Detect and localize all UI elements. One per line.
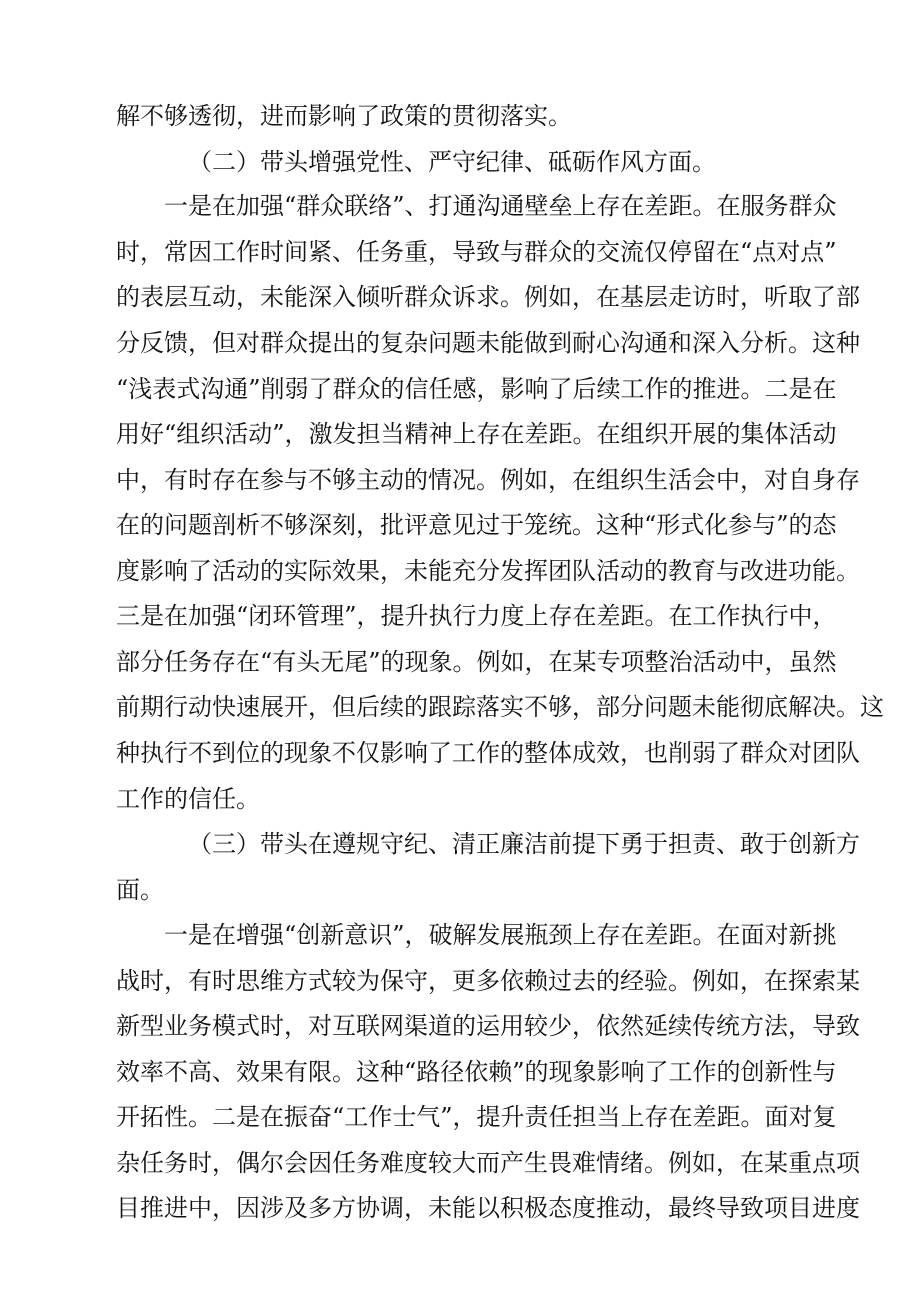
text-line: 用好“组织活动”，激发担当精神上存在差距。在组织开展的集体活动 bbox=[116, 420, 837, 448]
text-line: 一是在增强“创新意识”，破解发展瓶颈上存在差距。在面对新挑 bbox=[164, 921, 837, 949]
section-heading-2: （二）带头增强党性、严守纪律、砥砺作风方面。 bbox=[188, 148, 716, 176]
text-line: 度影响了活动的实际效果，未能充分发挥团队活动的教育与改进功能。 bbox=[116, 557, 860, 585]
text-line: 种执行不到位的现象不仅影响了工作的整体成效，也削弱了群众对团队 bbox=[116, 739, 860, 767]
text-line: 杂任务时，偶尔会因任务难度较大而产生畏难情绪。例如，在某重点项 bbox=[116, 1149, 860, 1177]
text-line: 中，有时存在参与不够主动的情况。例如，在组织生活会中，对自身存 bbox=[116, 466, 860, 494]
text-line: 工作的信任。 bbox=[116, 785, 260, 813]
text-line: 效率不高、效果有限。这种“路径依赖”的现象影响了工作的创新性与 bbox=[116, 1058, 837, 1086]
text-line: 时，常因工作时间紧、任务重，导致与群众的交流仅停留在“点对点” bbox=[116, 238, 837, 266]
text-line: 前期行动快速展开，但后续的跟踪落实不够，部分问题未能彻底解决。这 bbox=[116, 693, 884, 721]
text-line: 新型业务模式时，对互联网渠道的运用较少，依然延续传统方法，导致 bbox=[116, 1012, 860, 1040]
text-line: 三是在加强“闭环管理”，提升执行力度上存在差距。在工作执行中， bbox=[116, 602, 837, 630]
text-line: 开拓性。二是在振奋“工作士气”，提升责任担当上存在差距。面对复 bbox=[116, 1103, 837, 1131]
text-line: 目推进中，因涉及多方协调，未能以积极态度推动，最终导致项目进度 bbox=[116, 1194, 860, 1222]
text-line: “浅表式沟通”削弱了群众的信任感，影响了后续工作的推进。二是在 bbox=[116, 375, 837, 403]
text-line: 在的问题剖析不够深刻，批评意见过于笼统。这种“形式化参与”的态 bbox=[116, 511, 837, 539]
text-line: 的表层互动，未能深入倾听群众诉求。例如，在基层走访时，听取了部 bbox=[116, 283, 860, 311]
text-line: 分反馈，但对群众提出的复杂问题未能做到耐心沟通和深入分析。这种 bbox=[116, 329, 860, 357]
text-line: 战时，有时思维方式较为保守，更多依赖过去的经验。例如，在探索某 bbox=[116, 967, 860, 995]
section-heading-3: （三）带头在遵规守纪、清正廉洁前提下勇于担责、敢于创新方 bbox=[188, 830, 860, 858]
text-line: 一是在加强“群众联络”、打通沟通壁垒上存在差距。在服务群众 bbox=[164, 192, 837, 220]
text-line: 部分任务存在“有头无尾”的现象。例如，在某专项整治活动中，虽然 bbox=[116, 648, 837, 676]
section-heading-3-continued: 面。 bbox=[116, 876, 164, 904]
text-line: 解不够透彻，进而影响了政策的贯彻落实。 bbox=[116, 102, 572, 130]
